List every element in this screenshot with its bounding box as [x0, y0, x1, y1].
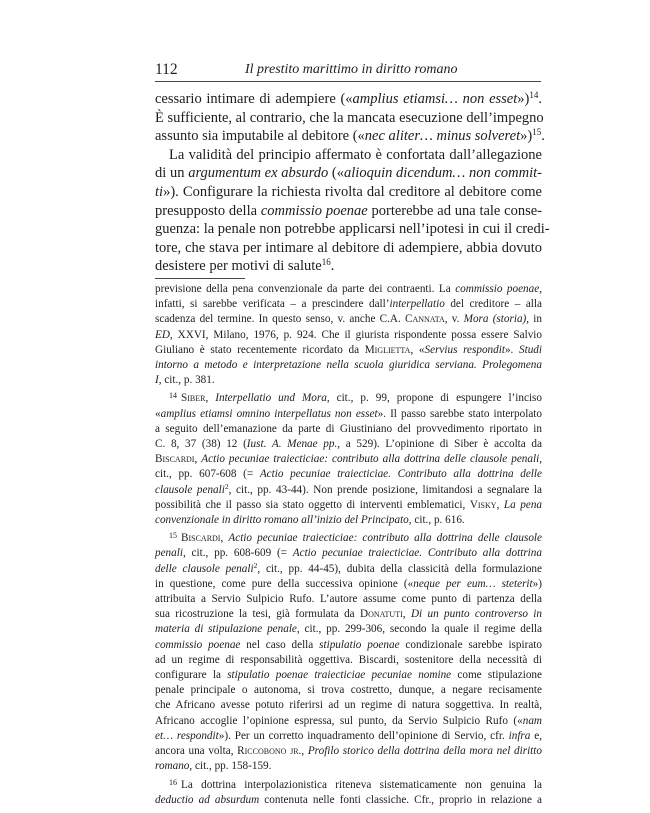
main-text: [155, 90, 550, 276]
footnote-line: et… respondit»). Per un corretto inquadramento dell’opinione di Servio, cfr. infra e,: [155, 729, 543, 742]
main-line: guenza: la penale non potrebbe applicarsi nell’ipotesi in cui il credi-: [155, 221, 550, 238]
main-line: assunto sia imputabile al debitore («nec aliter… minus solveret»)$^{15}$.: [155, 127, 545, 145]
footnote-ref: 14: [529, 90, 539, 100]
footnote-line: infatti, si sarebbe verificata – a prescindere dall’interpellatio del creditore – alla: [155, 298, 542, 311]
footnote-line: Giuliano è stato recentemente ricordato da Miglietta, «Servius respondit». Studi: [155, 343, 542, 356]
footnote-line: Africano accoglie l’opinione espressa, sul punto, da Servio Sulpicio Rufo («nam: [155, 714, 542, 727]
footnote-line: I, cit., p. 381.: [155, 374, 215, 387]
footnotes: [155, 282, 542, 808]
footnote-line: cit., pp. 607-608 (= Actio pecuniae traiecticiae. Contributo alla dottrina delle: [155, 468, 542, 481]
header-rule: [155, 81, 541, 82]
footnote-line: in questione, come pure della successiva opinione («neque per eum… steterit»): [155, 577, 542, 590]
footnote-line: ED, XXVI, Milano, 1976, p. 924. Che il giurista rispondente possa essere Salvio: [155, 328, 542, 341]
main-line: di un argumentum ex absurdo («alioquin dicendum… non commit-: [155, 165, 542, 182]
footnote-line: sua ricostruzione la tesi, già formulata da Donatuti, Di un punto controverso in: [155, 608, 542, 621]
footnote-line: materia di stipulazione penale, cit., pp. 299-306, secondo la quale il regime della: [155, 623, 543, 636]
main-line: La validità del principio affermato è confortata dall’allegazione: [169, 146, 542, 163]
footnote-number: 14: [169, 391, 177, 401]
main-line: ti»). Configurare la richiesta rivolta dal creditore al debitore come: [155, 183, 542, 200]
footnote-line: commissio poenae nel caso della stipulatio poenae condizionale sarebbe ispirato: [155, 638, 543, 651]
footnote-line: clausole penali$^2$, cit., pp. 43-44). Non prende posizione, limitandosi a segnalare la: [155, 481, 542, 496]
footnote-15: $^{15}$ Biscardi, Actio pecuniae traiecticiae: contributo alla dottrina delle clausole: [169, 531, 542, 545]
footnote-line: romano, cit., pp. 158-159.: [155, 760, 272, 773]
main-line: cessario intimare di adempiere («amplius etiamsi… non esset»)$^{14}$.: [155, 90, 542, 107]
footnote-line: configurare la stipulatio poenae traiecticiae pecuniae nomine come stipulazione: [155, 669, 542, 682]
footnote-line: che Africano avesse potuto riferirsi ad un regime di natura soggettiva. In realtà,: [155, 699, 542, 712]
footnote-16: $^{16}$ La dottrina interpolazionistica riteneva sistematicamente non genuina la: [169, 777, 542, 791]
footnote-line: convenzionale in diritto romano all’inizio del Principato, cit., p. 616.: [155, 514, 465, 527]
footnote-number: 16: [169, 777, 177, 787]
footnote-line: attribuita a Servio Sulpicio Rufo. L’autore assume come punto di partenza della: [155, 593, 542, 606]
footnote-ref: 15: [532, 127, 542, 138]
running-title: Il prestito marittimo in diritto romano: [245, 62, 458, 77]
footnote-line: delle clausole penali$^2$, cit., pp. 44-45), dubita della classicità della formulazione: [155, 560, 542, 575]
footnote-ref: 16: [321, 257, 331, 268]
footnote-line: penali, cit., pp. 608-609 (= Actio pecuniae traiecticiae. Contributo alla dottrina: [155, 547, 542, 560]
footnote-separator: [155, 278, 245, 279]
main-line: desistere per motivi di salute$^{16}$.: [155, 257, 335, 275]
footnote-line: C. 8, 37 (38) 12 (Iust. A. Menae pp., a 529). L’opinione di Siber è accolta da: [155, 438, 542, 451]
footnote-line: intorno a metodo e interpretazione nella scuola giuridica serviana. Prolegomena: [155, 359, 542, 372]
footnote-line: ancora una volta, Riccobono jr., Profilo storico della dottrina della mora nel diritto: [155, 745, 542, 758]
footnote-line: «amplius etiamsi omnino interpellatus non esset». Il passo sarebbe stato interpolato: [155, 407, 542, 420]
main-line: tore, che stava per intimare al debitore di adempiere, abbia dovuto: [155, 239, 542, 256]
footnote-line: ad un regime di responsabilità oggettiva. Biscardi, sostenitore della necessità di: [155, 653, 542, 666]
main-line: È sufficiente, al contrario, che la mancata esecuzione dell’impegno: [155, 109, 544, 126]
footnote-line: scadenza del termine. In questo senso, v. anche C.A. Cannata, v. Mora (storia), in: [155, 313, 542, 326]
page-number: 112: [155, 61, 178, 78]
footnote-line: penale principale o autonoma, si trova costretto, dunque, a negare recisamente: [155, 684, 542, 697]
footnote-line: possibilità che il passo sia stato oggetto di interventi emblematici, Visky, La pena: [155, 498, 543, 511]
footnote-line: Biscardi, Actio pecuniae traiecticiae: contributo alla dottrina delle clausole penali,: [155, 453, 543, 466]
footnote-number: 15: [169, 531, 177, 541]
main-line: presupposto della commissio poenae porterebbe ad una tale conse-: [155, 202, 542, 219]
footnote-14: $^{14}$ Siber, Interpellatio und Mora, cit., p. 99, propone di espungere l’inciso: [169, 391, 542, 405]
footnote-line: previsione della pena convenzionale da parte dei contraenti. La commissio poenae,: [155, 283, 542, 295]
footnote-line: a seguito dell’emanazione da parte di Giustiniano del provvedimento riportato in: [155, 422, 542, 435]
footnote-line: deductio ad absurdum contenuta nelle fonti classiche. Cfr., proprio in relazione a: [155, 793, 542, 806]
running-header: [155, 61, 542, 81]
